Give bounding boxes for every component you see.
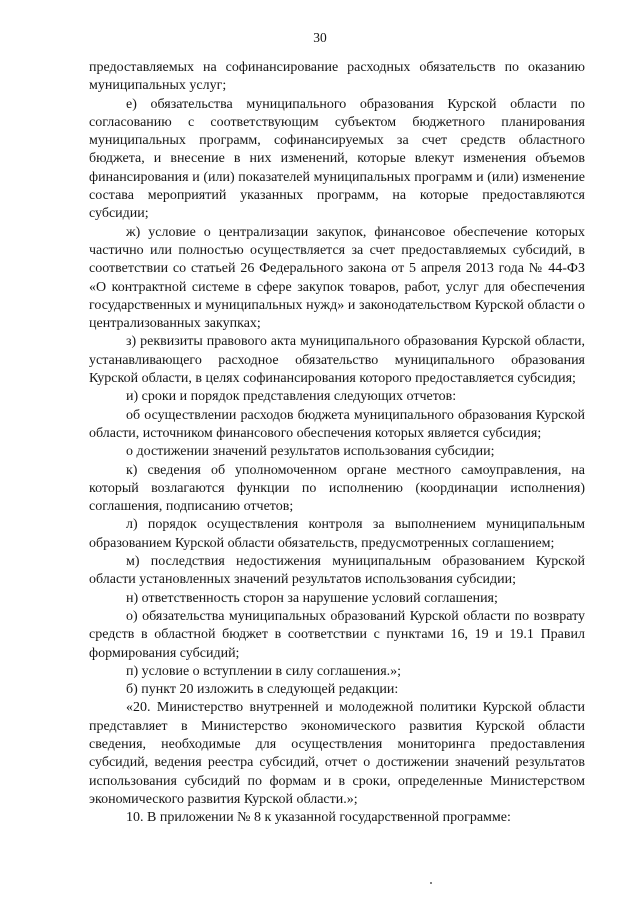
paragraph-report-expenses: об осуществлении расходов бюджета муниципального образования Курской области, источником финансового обеспечения которых является субсидия; (89, 407, 585, 441)
paragraph-item-o: о) обязательства муниципальных образований Курской области по возврату средств в областной бюджет в соответствии с пунктами 16, 19 и 19.1 Правил формирования субсидий; (89, 608, 585, 661)
paragraph-point-20: «20. Министерство внутренней и молодежной политики Курской области представляет в Министерство экономического развития Курской области сведения, необходимые для осуществления мониторинга предоставления субсидий, ведения реестра субсидий, отчет о достижении значений результатов использования субсидий по формам и в сроки, определенные Министерством экономического развития Курской области.»; (89, 700, 585, 807)
paragraph-item-l: л) порядок осуществления контроля за выполнением муниципальным образованием Курской области обязательств, предусмотренных соглашением; (89, 517, 585, 551)
paragraph-continuation: предоставляемых на софинансирование расходных обязательств по оказанию муниципальных услуг; (89, 60, 585, 94)
paragraph-item-k: к) сведения об уполномоченном органе местного самоуправления, на который возлагаются функции по исполнению (координации исполнения) соглашения, подписанию отчетов; (89, 462, 585, 515)
scan-dot-mark (430, 882, 432, 884)
paragraph-report-results: о достижении значений результатов использования субсидии; (126, 444, 495, 460)
paragraph-item-z: з) реквизиты правового акта муниципального образования Курской области, устанавливающего расходное обязательство муниципального образования Курской области, в целях софинансирования которого предоставляется субсидия; (89, 334, 585, 387)
page-number: 30 (313, 30, 327, 45)
paragraph-item-n: н) ответственность сторон за нарушение условий соглашения; (126, 590, 498, 606)
paragraph-item-m: м) последствия недостижения муниципальным образованием Курской области установленных значений результатов использования субсидии; (89, 554, 585, 588)
paragraph-item-p: п) условие о вступлении в силу соглашения.»; (126, 663, 402, 679)
paragraph-item-zh: ж) условие о централизации закупок, финансовое обеспечение которых частично или полностью осуществляется за счет предоставляемых субсидий, в соответствии со статьей 26 Федерального закона от 5 апреля 2013 года № 44-ФЗ «О контрактной системе в сфере закупок товаров, работ, услуг для обеспечения государственных и муниципальных нужд» и законодательством Курской области о централизованных закупках; (89, 224, 585, 332)
document-body (89, 59, 585, 827)
paragraph-item-e: е) обязательства муниципального образования Курской области по согласованию с соответствующим субъектом бюджетного планирования муниципальных программ, софинансируемых за счет средств областного бюджета, и внесение в них изменений, которые влекут изменения объемов финансирования и (или) показателей муниципальных программ и (или) изменение состава мероприятий указанных программ, на которые предоставляются субсидии; (89, 96, 585, 222)
paragraph-item-i: и) сроки и порядок представления следующих отчетов: (126, 389, 457, 405)
paragraph-item-10: 10. В приложении № 8 к указанной государственной программе: (126, 810, 511, 826)
paragraph-item-b: б) пункт 20 изложить в следующей редакции: (126, 682, 399, 698)
